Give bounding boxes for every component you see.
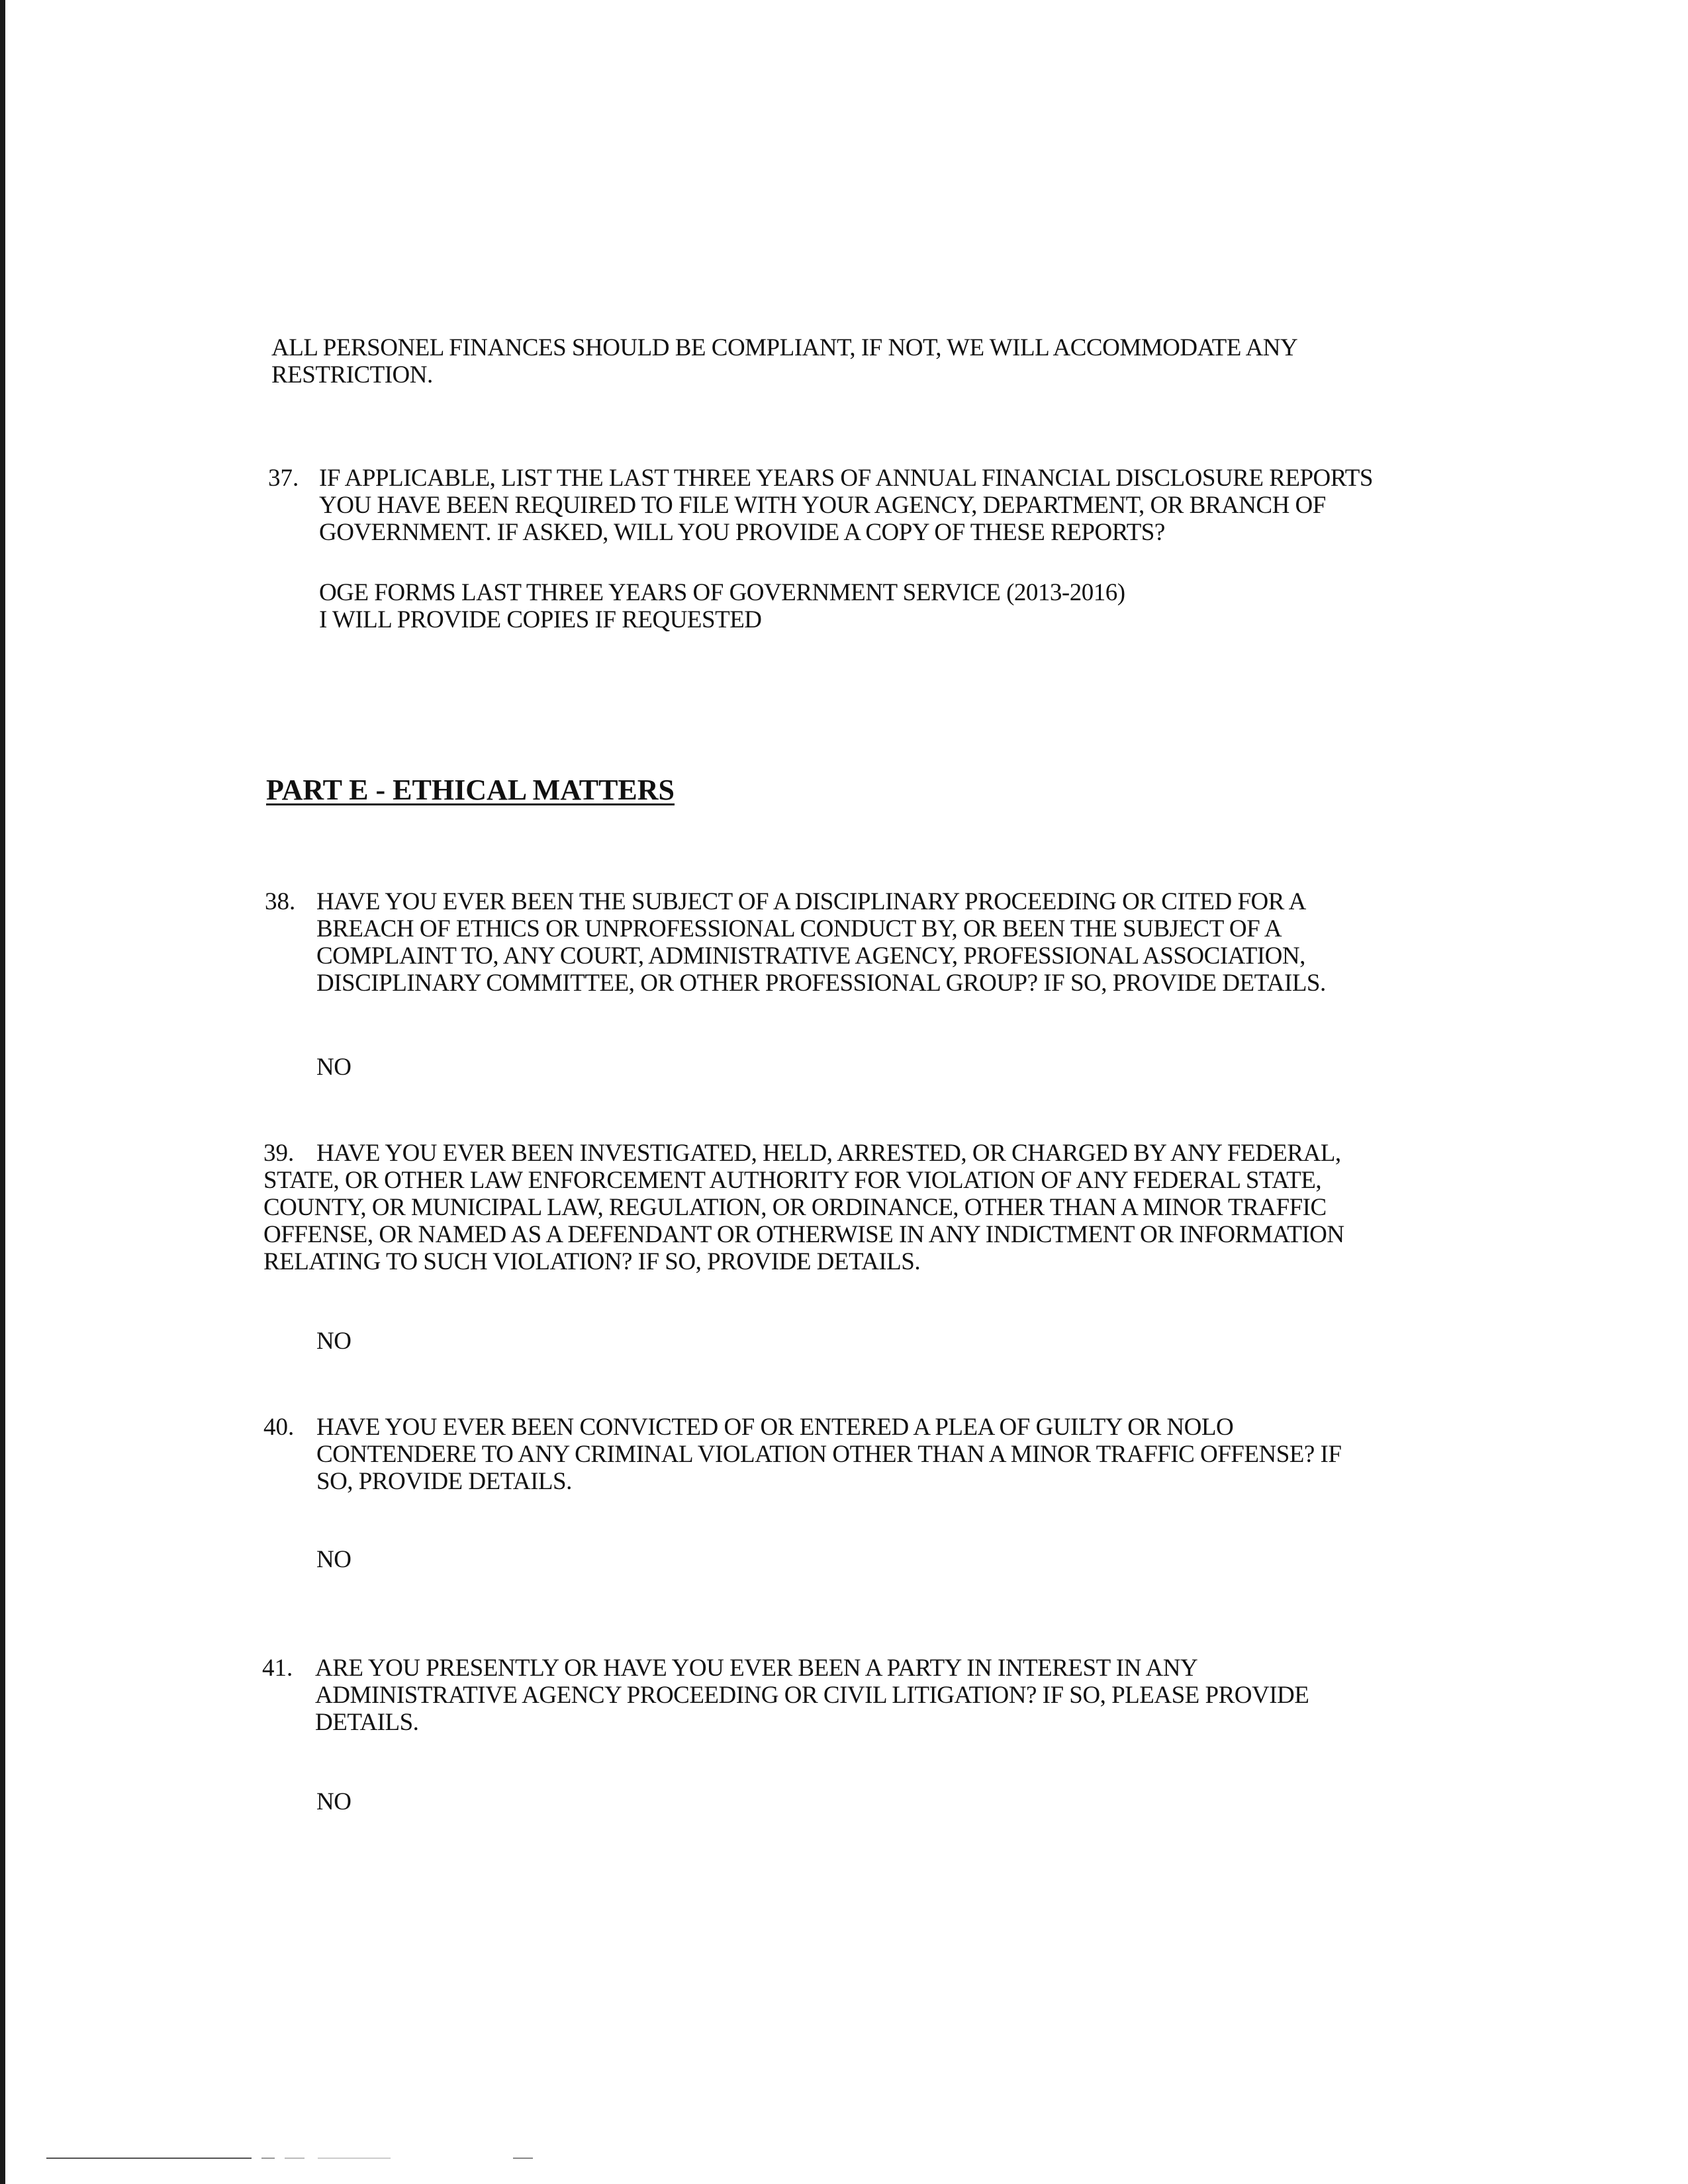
question-38-number: 38. [265,888,296,915]
question-39-number: 39. [263,1140,295,1167]
intro-paragraph: ALL PERSONEL FINANCES SHOULD BE COMPLIANT, IF NOT, WE WILL ACCOMMODATE ANY RESTRICTION. [271,334,1297,388]
question-38-text: HAVE YOU EVER BEEN THE SUBJECT OF A DISCIPLINARY PROCEEDING OR CITED FOR A BREACH OF ETHICS OR UNPROFESSIONAL CONDUCT BY, OR BEEN THE SUBJECT OF A COMPLAINT TO, ANY COURT, ADMINISTRATIVE AGENCY, PROFESSIONAL ASSOCIATION, DISCIPLINARY COMMITTEE, OR OTHER PROFESSIONAL GROUP? IF SO, PROVIDE DETAILS. [316,888,1326,997]
question-37-answer-line1: OGE FORMS LAST THREE YEARS OF GOVERNMENT SERVICE (2013-2016) [319,579,1125,606]
question-40-number: 40. [263,1414,295,1441]
scan-artifact-dash [285,2158,305,2159]
question-39-text: HAVE YOU EVER BEEN INVESTIGATED, HELD, ARRESTED, OR CHARGED BY ANY FEDERAL, STATE, OR OTHER LAW ENFORCEMENT AUTHORITY FOR VIOLATION OF ANY FEDERAL STATE, COUNTY, OR MUNICIPAL LAW, REGULATION, OR ORDINANCE, OTHER THAN A MINOR TRAFFIC OFFENSE, OR NAMED AS A DEFENDANT OR OTHERWISE IN ANY INDICTMENT OR INFORMATION RELATING TO SUCH VIOLATION? IF SO, PROVIDE DETAILS. [263,1140,1344,1275]
question-40-answer: NO [316,1546,352,1573]
question-37-text: IF APPLICABLE, LIST THE LAST THREE YEARS OF ANNUAL FINANCIAL DISCLOSURE REPORTS YOU HAVE BEEN REQUIRED TO FILE WITH YOUR AGENCY, DEPARTMENT, OR BRANCH OF GOVERNMENT. IF ASKED, WILL YOU PROVIDE A COPY OF THESE REPORTS? [319,465,1373,546]
scan-left-edge [0,0,5,2184]
question-41-number: 41. [262,1655,293,1682]
question-40-text: HAVE YOU EVER BEEN CONVICTED OF OR ENTERED A PLEA OF GUILTY OR NOLO CONTENDERE TO ANY CRIMINAL VIOLATION OTHER THAN A MINOR TRAFFIC OFFENSE? IF SO, PROVIDE DETAILS. [316,1414,1342,1495]
question-38-answer: NO [316,1054,352,1081]
section-heading-part-e: PART E - ETHICAL MATTERS [266,774,675,806]
question-41-text: ARE YOU PRESENTLY OR HAVE YOU EVER BEEN A PARTY IN INTEREST IN ANY ADMINISTRATIVE AGENCY PROCEEDING OR CIVIL LITIGATION? IF SO, PLEASE PROVIDE DETAILS. [315,1655,1309,1736]
scan-artifact-dash [318,2158,391,2159]
scan-artifact-line [46,2158,252,2159]
question-39-answer: NO [316,1328,352,1355]
scan-artifact-dash [261,2158,275,2159]
question-41-answer: NO [316,1788,352,1815]
question-37-answer-line2: I WILL PROVIDE COPIES IF REQUESTED [319,606,762,633]
scan-artifact-dash [513,2158,533,2159]
question-37-number: 37. [268,465,299,492]
